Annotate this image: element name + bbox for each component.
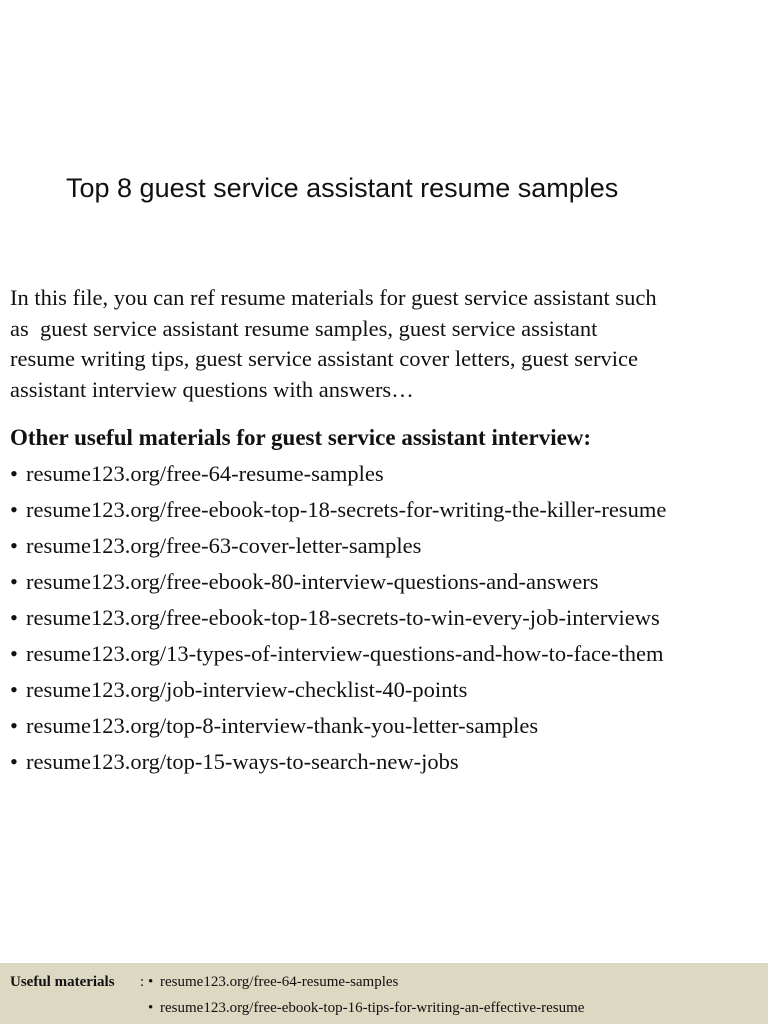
materials-link[interactable]: resume123.org/top-8-interview-thank-you-letter-samples	[26, 713, 539, 738]
materials-link[interactable]: resume123.org/free-ebook-top-18-secrets-to-win-every-job-interviews	[26, 605, 660, 630]
page-title: Top 8 guest service assistant resume samples	[66, 173, 619, 203]
footer-colon: :	[140, 974, 145, 990]
materials-link-item	[10, 531, 666, 567]
bullet-icon: •	[10, 497, 18, 522]
intro-line: In this file, you can ref resume materials for guest service assistant such	[10, 285, 657, 310]
materials-link-item	[10, 495, 666, 531]
materials-link[interactable]: resume123.org/13-types-of-interview-questions-and-how-to-face-them	[26, 641, 664, 666]
intro-line: assistant interview questions with answers…	[10, 376, 414, 402]
footer-link[interactable]: resume123.org/free-ebook-top-16-tips-for-writing-an-effective-resume	[160, 1000, 585, 1016]
footer-link-item	[148, 972, 584, 998]
footer-label: Useful materials	[10, 974, 115, 990]
bullet-icon: •	[10, 533, 18, 558]
materials-link-item	[10, 675, 666, 711]
materials-link-item	[10, 459, 666, 495]
bullet-icon: •	[10, 461, 18, 486]
bullet-icon: •	[10, 641, 18, 666]
materials-link[interactable]: resume123.org/free-64-resume-samples	[26, 461, 384, 486]
bullet-icon: •	[10, 605, 18, 630]
materials-link[interactable]: resume123.org/free-ebook-top-18-secrets-for-writing-the-killer-resume	[26, 497, 667, 522]
bullet-icon: •	[10, 749, 18, 774]
materials-heading: Other useful materials for guest service assistant interview:	[10, 425, 592, 450]
intro-line: resume writing tips, guest service assistant cover letters, guest service	[10, 346, 638, 371]
footer-bar	[0, 963, 768, 1024]
intro-paragraph	[10, 283, 760, 405]
bullet-icon: •	[148, 974, 154, 990]
bullet-icon: •	[10, 713, 18, 738]
footer-link-item	[148, 998, 584, 1024]
materials-link[interactable]: resume123.org/top-15-ways-to-search-new-jobs	[26, 749, 459, 774]
materials-link-item	[10, 567, 666, 603]
bullet-icon: •	[148, 1000, 154, 1016]
footer-link-list	[148, 972, 584, 1024]
bullet-icon: •	[10, 569, 18, 594]
materials-link-item	[10, 711, 666, 747]
materials-link-item	[10, 747, 666, 783]
materials-link-item	[10, 603, 666, 639]
intro-line: as guest service assistant resume samples, guest service assistant	[10, 315, 598, 341]
materials-link[interactable]: resume123.org/free-63-cover-letter-samples	[26, 533, 422, 558]
materials-link[interactable]: resume123.org/job-interview-checklist-40-points	[26, 677, 468, 702]
materials-link-list	[10, 459, 666, 783]
materials-link[interactable]: resume123.org/free-ebook-80-interview-questions-and-answers	[26, 569, 599, 594]
materials-link-item	[10, 639, 666, 675]
bullet-icon: •	[10, 677, 18, 702]
footer-link[interactable]: resume123.org/free-64-resume-samples	[160, 974, 399, 990]
